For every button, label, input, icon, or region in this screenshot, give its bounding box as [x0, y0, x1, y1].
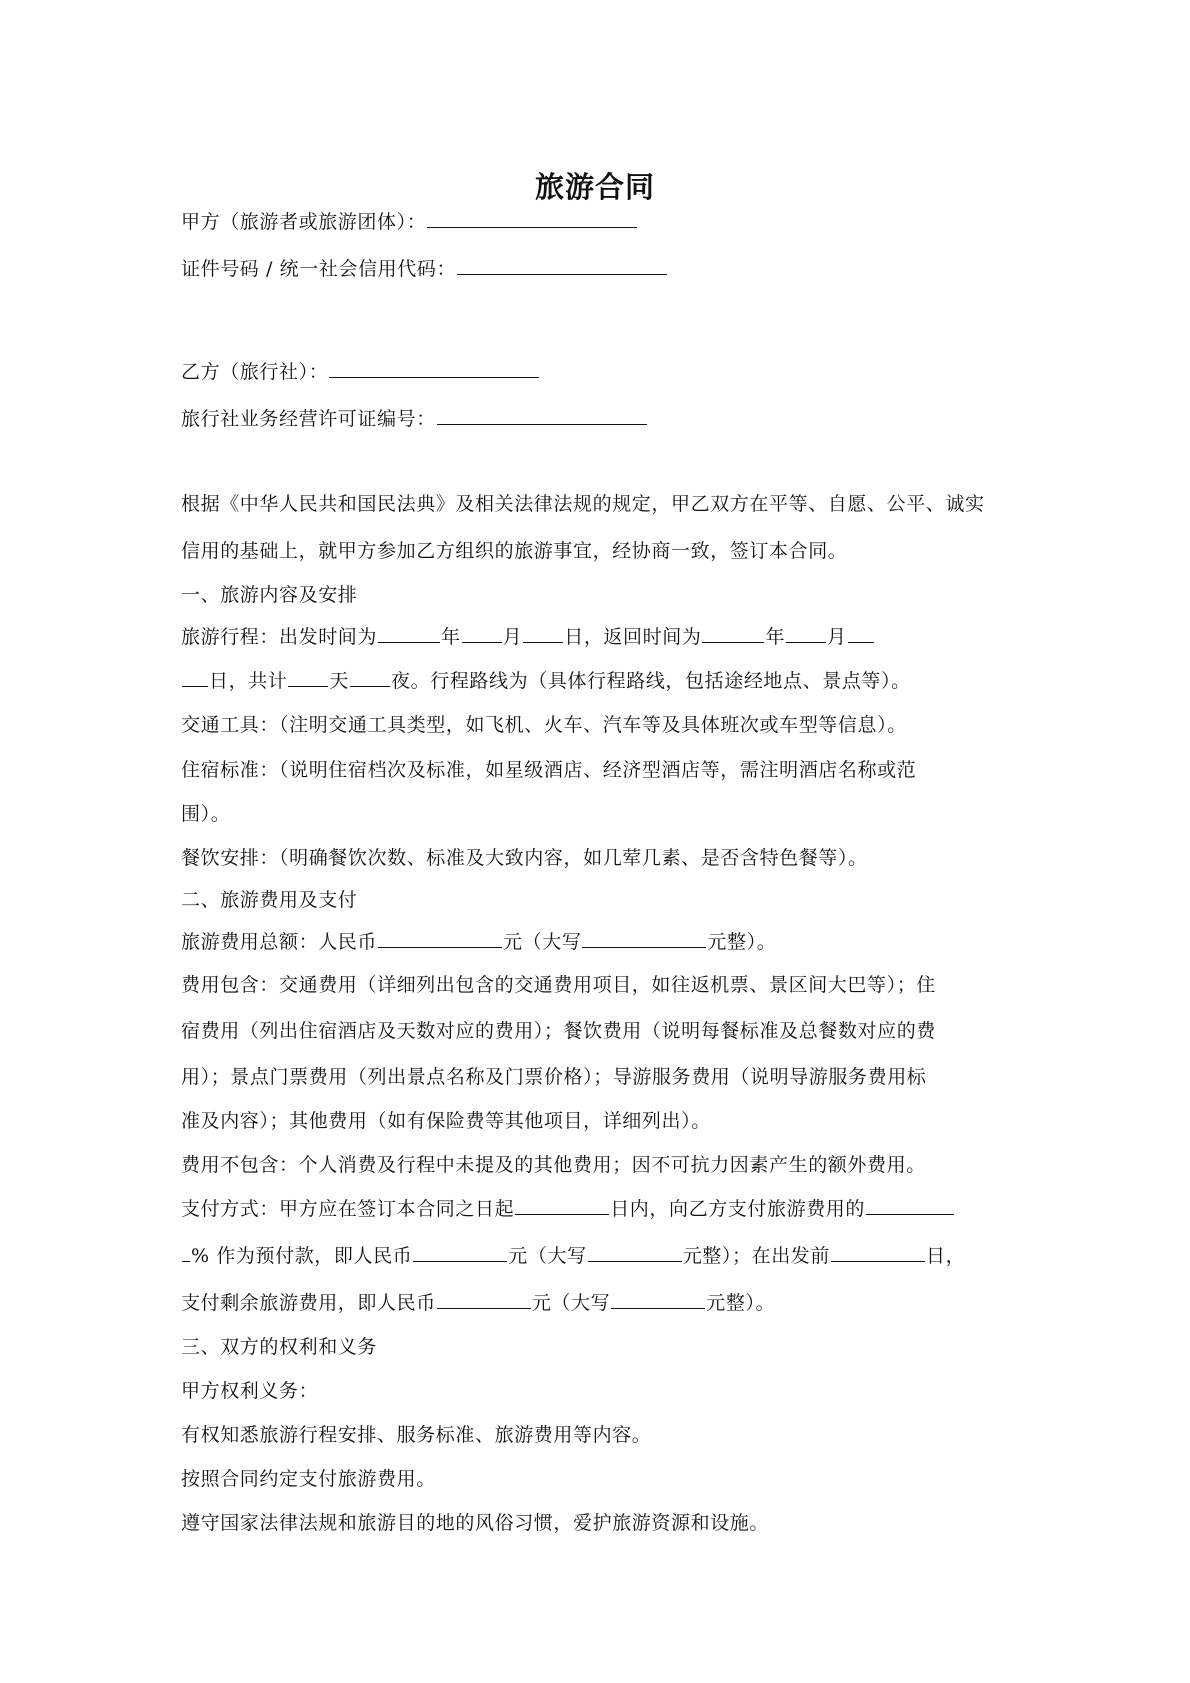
balance-words-blank[interactable]: [611, 1288, 705, 1309]
party-a-label: 甲方（旅游者或旅游团体）：: [181, 211, 427, 233]
intro-line-2: 信用的基础上，就甲方参加乙方组织的旅游事宜，经协商一致，签订本合同。: [181, 540, 848, 562]
payment-prefix: 支付方式：甲方应在签订本合同之日起: [181, 1198, 515, 1220]
total-fee-words-blank[interactable]: [582, 927, 706, 948]
month-label-2: 月: [827, 626, 847, 648]
return-year-blank[interactable]: [702, 622, 764, 643]
route-text: 夜。行程路线为（具体行程路线，包括途经地点、景点等）。: [391, 670, 911, 692]
total-fee-mid: 元（大写: [503, 931, 582, 953]
balance-mid: 元（大写: [531, 1292, 611, 1314]
document-title: 旅游合同: [534, 170, 655, 204]
days-label: 天: [329, 670, 350, 692]
party-a-id-blank[interactable]: [457, 254, 667, 275]
party-a-line: [181, 207, 638, 234]
intro-line-1: 根据《中华人民共和国民法典》及相关法律法规的规定，甲乙双方在平等、自愿、公平、诚实: [181, 493, 985, 515]
payment-percent-label: % 作为预付款，即人民币: [191, 1245, 413, 1267]
deposit-words-blank[interactable]: [588, 1241, 682, 1262]
lodging-line-1: 住宿标准：（说明住宿档次及标准，如星级酒店、经济型酒店等，需注明酒店名称或范: [181, 759, 917, 781]
party-b-license-label: 旅行社业务经营许可证编号：: [181, 408, 436, 430]
return-day-blank-b[interactable]: [182, 666, 208, 687]
itinerary-line-2: [181, 666, 911, 693]
party-a-blank[interactable]: [427, 207, 637, 228]
days-blank[interactable]: [288, 666, 328, 687]
included-line-2: 宿费用（列出住宿酒店及天数对应的费用）；餐饮费用（说明每餐标准及总餐数对应的费: [181, 1020, 936, 1042]
section-3-title: 三、双方的权利和义务: [181, 1336, 378, 1358]
total-fee-amount-blank[interactable]: [378, 927, 502, 948]
total-fee-suffix: 元整）。: [707, 931, 777, 953]
total-fee-line: [181, 927, 776, 954]
deposit-mid: 元（大写: [508, 1245, 587, 1267]
party-b-label: 乙方（旅行社）：: [181, 361, 329, 383]
payment-line-2: [181, 1241, 965, 1268]
party-a-id-label: 证件号码 / 统一社会信用代码：: [181, 258, 457, 280]
party-b-line: [181, 357, 540, 384]
year-label: 年: [441, 626, 461, 648]
year-label-2: 年: [765, 626, 786, 648]
included-line-3: 用）；景点门票费用（列出景点名称及门票价格）；导游服务费用（说明导游服务费用标: [181, 1066, 927, 1088]
excluded-line: 费用不包含：个人消费及行程中未提及的其他费用；因不可抗力因素产生的额外费用。: [181, 1154, 926, 1176]
lodging-line-2: 围）。: [181, 803, 231, 825]
balance-days-blank[interactable]: [831, 1241, 925, 1262]
meals-line: 餐饮安排：（明确餐饮次数、标准及大致内容，如几荤几素、是否含特色餐等）。: [181, 847, 868, 869]
payment-percent-blank-b[interactable]: [182, 1241, 190, 1262]
depart-day-blank[interactable]: [523, 622, 563, 643]
party-b-license-line: [181, 404, 648, 431]
included-line-4: 准及内容）；其他费用（如有保险费等其他项目，详细列出）。: [181, 1110, 711, 1132]
payment-mid-1: 日内，向乙方支付旅游费用的: [610, 1198, 866, 1220]
depart-month-blank[interactable]: [462, 622, 502, 643]
total-fee-prefix: 旅游费用总额：人民币: [181, 931, 378, 953]
balance-day-label: 日，: [926, 1245, 966, 1267]
payment-days-blank[interactable]: [515, 1194, 609, 1215]
nights-blank[interactable]: [350, 666, 390, 687]
itinerary-prefix: 旅游行程：出发时间为: [181, 626, 378, 648]
month-label: 月: [502, 626, 523, 648]
return-day-blank-a[interactable]: [848, 622, 874, 643]
balance-prefix: 支付剩余旅游费用，即人民币: [181, 1292, 436, 1314]
deposit-suffix: 元整）；在出发前: [682, 1245, 831, 1267]
balance-amount-blank[interactable]: [437, 1288, 531, 1309]
depart-year-blank[interactable]: [378, 622, 440, 643]
included-line-1: 费用包含：交通费用（详细列出包含的交通费用项目，如往返机票、景区间大巴等）；住: [181, 974, 936, 996]
payment-line-3: [181, 1288, 775, 1315]
party-b-blank[interactable]: [329, 357, 539, 378]
balance-suffix: 元整）。: [706, 1292, 776, 1314]
right-item-2: 按照合同约定支付旅游费用。: [181, 1468, 436, 1490]
section-1-title: 一、旅游内容及安排: [181, 584, 358, 606]
right-item-1: 有权知悉旅游行程安排、服务标准、旅游费用等内容。: [181, 1424, 652, 1446]
deposit-amount-blank[interactable]: [413, 1241, 507, 1262]
party-b-license-blank[interactable]: [437, 404, 647, 425]
party-a-id-line: [181, 254, 668, 281]
section-2-title: 二、旅游费用及支付: [181, 889, 358, 911]
total-label: 日，共计: [209, 670, 288, 692]
itinerary-line-1: [181, 622, 875, 649]
right-item-3: 遵守国家法律法规和旅游目的地的风俗习惯，爱护旅游资源和设施。: [181, 1512, 770, 1534]
return-month-blank[interactable]: [786, 622, 826, 643]
return-label: 日，返回时间为: [564, 626, 702, 648]
payment-percent-blank-a[interactable]: [866, 1194, 954, 1215]
transport-line: 交通工具：（注明交通工具类型，如飞机、火车、汽车等及具体班次或车型等信息）。: [181, 714, 907, 736]
party-a-rights-title: 甲方权利义务：: [181, 1380, 319, 1402]
payment-line-1: [181, 1194, 955, 1221]
